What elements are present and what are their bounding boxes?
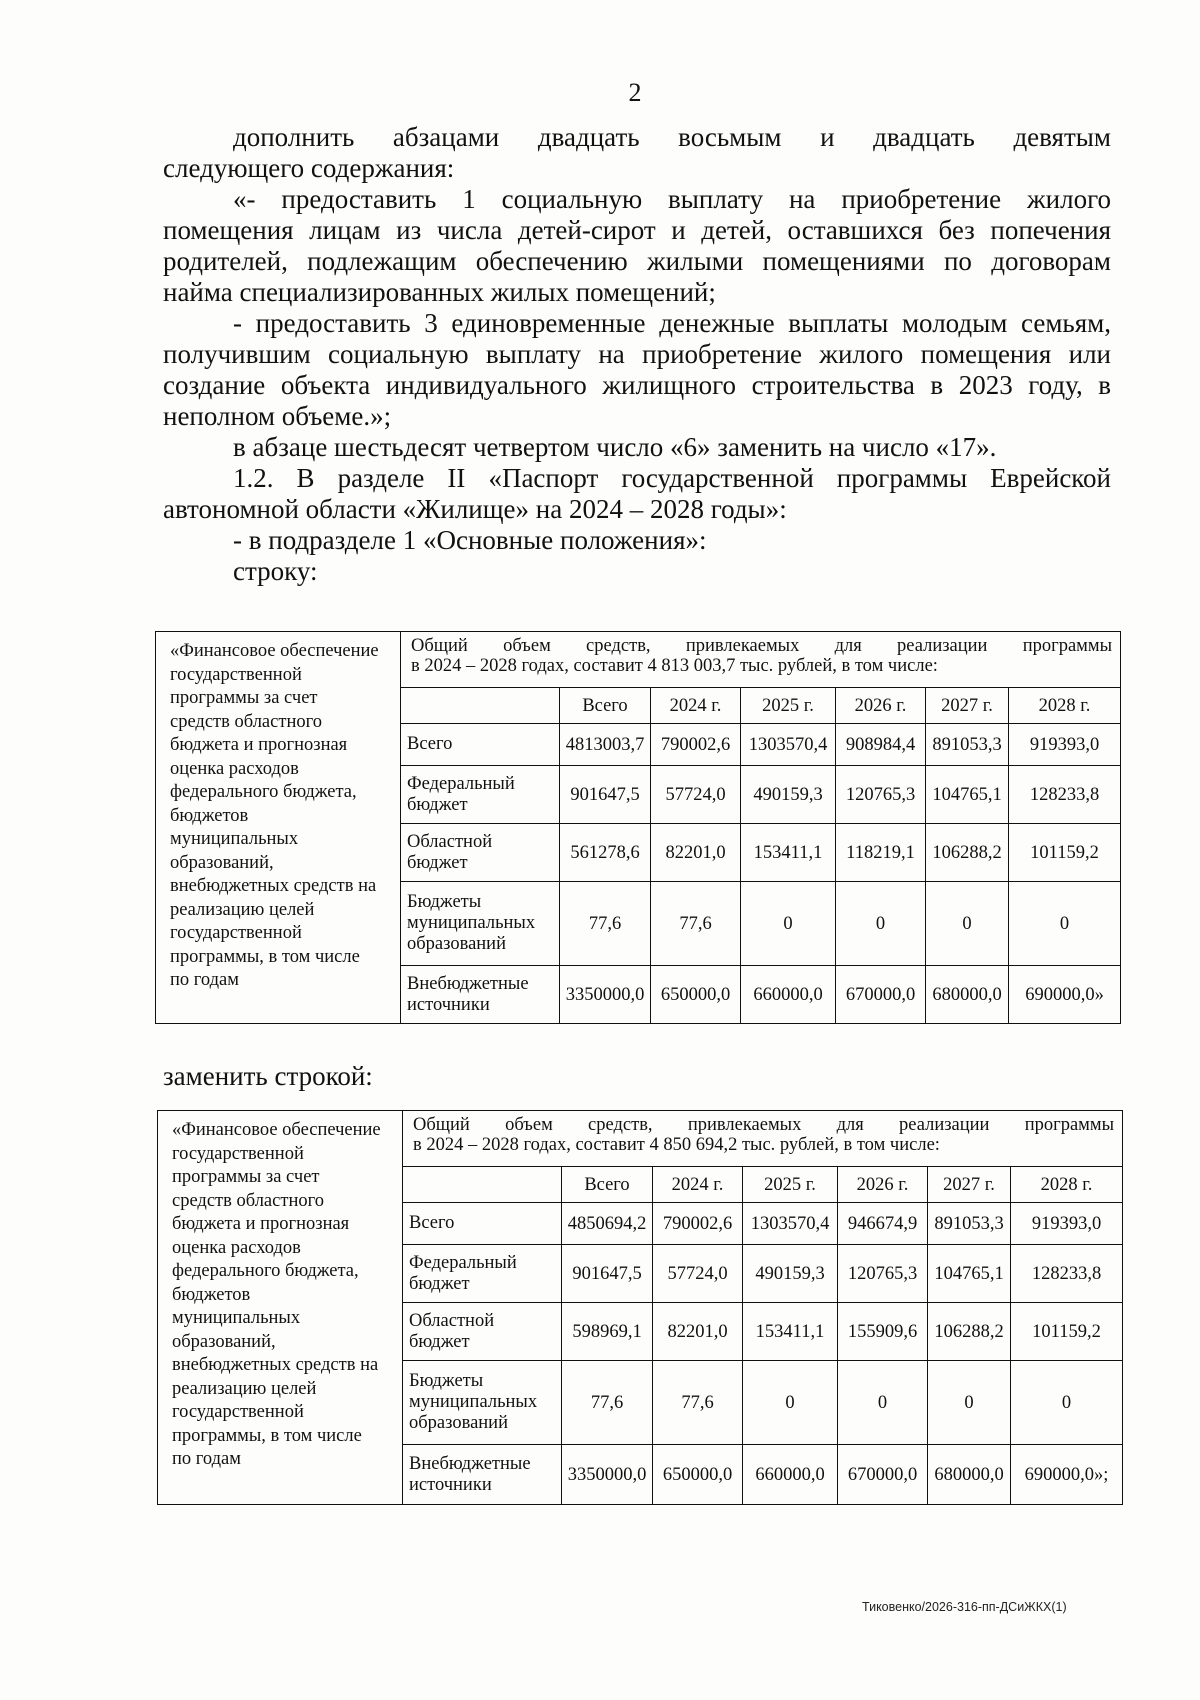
paragraph: в абзаце шестьдесят четвертом число «6» заменить на число «17». (233, 432, 997, 462)
finance-table-old (155, 631, 1121, 1024)
table-row: Всего 4813003,7 790002,6 1303570,4 908984,4 891053,3 919393,0 (156, 724, 1121, 766)
table-header-row: Всего 2024 г. 2025 г. 2026 г. 2027 г. 2028 г. (158, 1167, 1123, 1203)
paragraph: дополнить абзацами двадцать восьмым и двадцать девятым (233, 122, 1111, 152)
table-intro: Общий объем средств, привлекаемых для реализации программы в 2024 – 2028 годах, составит 4 850 694,2 тыс. рублей, в том числе: (403, 1111, 1123, 1167)
body-text (163, 122, 1111, 587)
table-row: Федеральный бюджет 901647,5 57724,0 490159,3 120765,3 104765,1 128233,8 (156, 766, 1121, 824)
paragraph: 1.2. В разделе II «Паспорт государственной программы Еврейской автономной области «Жилище» на 2024 – 2028 годы»: (163, 463, 1111, 524)
table-row: Федеральный бюджет 901647,5 57724,0 490159,3 120765,3 104765,1 128233,8 (158, 1245, 1123, 1303)
table-row-label: «Финансовое обеспечение государственной программы за счет средств областного бюджета и прогнозная оценка расходов федерального бюджета, бюджетов муниципальных образований, внебюджетных средств на реализацию целей государственной программы, в том числе по годам (156, 632, 401, 1024)
table-row: Областной бюджет 561278,6 82201,0 153411,1 118219,1 106288,2 101159,2 (156, 824, 1121, 882)
paragraph: - в подразделе 1 «Основные положения»: (233, 525, 707, 555)
paragraph: строку: (233, 556, 318, 586)
table-row: Бюджеты муниципальных образований 77,6 77,6 0 0 0 0 (158, 1361, 1123, 1445)
table-row: Бюджеты муниципальных образований 77,6 77,6 0 0 0 0 (156, 882, 1121, 966)
paragraph: «- предоставить 1 социальную выплату на приобретение жилого помещения лицам из числа детей-сирот и детей, оставшихся без попечения родителей, подлежащим обеспечению жилыми помещениями по договорам найма специализированных жилых помещений; (163, 184, 1111, 307)
paragraph: - предоставить 3 единовременные денежные выплаты молодым семьям, получившим социальную выплату на приобретение жилого помещения или создание объекта индивидуального жилищного строительства в 2023 году, в неполном объеме.»; (163, 308, 1111, 431)
page-number: 2 (628, 78, 642, 107)
finance-table-new (157, 1110, 1123, 1505)
table-intro: Общий объем средств, привлекаемых для реализации программы в 2024 – 2028 годах, составит 4 813 003,7 тыс. рублей, в том числе: (401, 632, 1121, 688)
table-header-row: Всего 2024 г. 2025 г. 2026 г. 2027 г. 2028 г. (156, 688, 1121, 724)
table-row: Всего 4850694,2 790002,6 1303570,4 946674,9 891053,3 919393,0 (158, 1203, 1123, 1245)
table-row-label: «Финансовое обеспечение государственной программы за счет средств областного бюджета и прогнозная оценка расходов федерального бюджета, бюджетов муниципальных образований, внебюджетных средств на реализацию целей государственной программы, в том числе по годам (158, 1111, 403, 1505)
table-row: Внебюджетные источники 3350000,0 650000,0 660000,0 670000,0 680000,0 690000,0»; (158, 1445, 1123, 1505)
table-row: Областной бюджет 598969,1 82201,0 153411,1 155909,6 106288,2 101159,2 (158, 1303, 1123, 1361)
body-text (163, 1061, 1111, 1092)
paragraph: следующего содержания: (163, 153, 455, 183)
document-footer-id: Тиковенко/2026-316-пп-ДСиЖКХ(1) (862, 1600, 1067, 1614)
table-row: Внебюджетные источники 3350000,0 650000,0 660000,0 670000,0 680000,0 690000,0» (156, 966, 1121, 1024)
paragraph: заменить строкой: (163, 1061, 373, 1091)
